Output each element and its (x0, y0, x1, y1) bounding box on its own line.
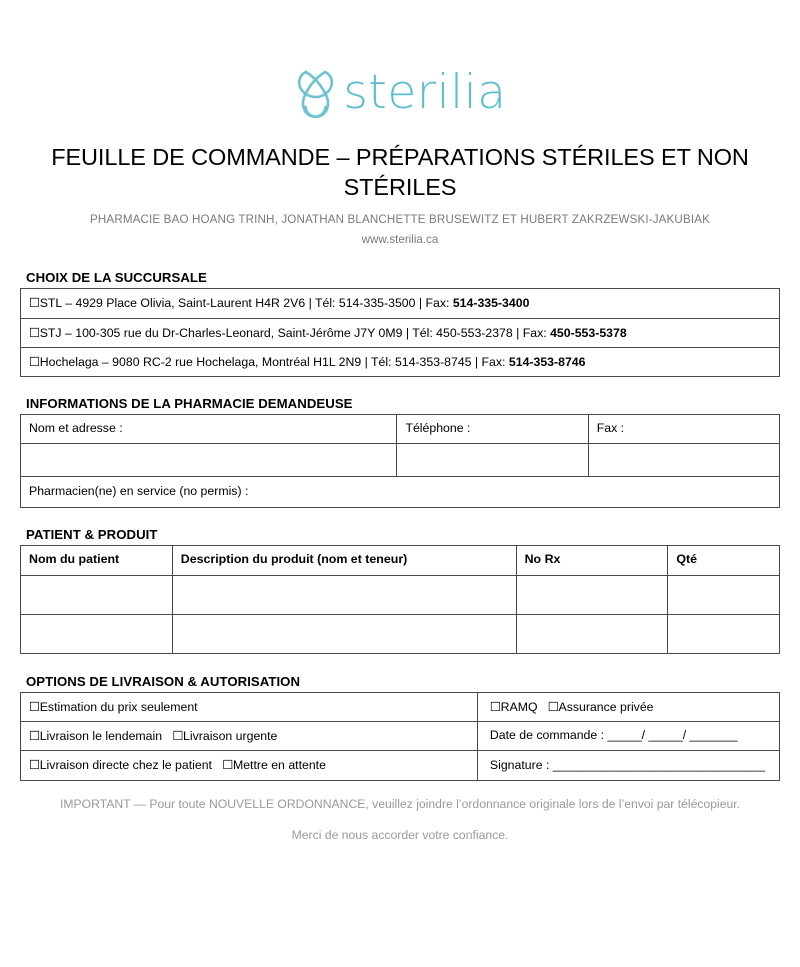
column-header-product-description: Description du produit (nom et teneur) (172, 545, 516, 575)
branch-option-stl[interactable] (21, 289, 780, 318)
option-label-urgent-delivery: Livraison urgente (183, 728, 278, 743)
pharmacists-subtitle: PHARMACIE BAO HOANG TRINH, JONATHAN BLANCHETTE BRUSEWITZ ET HUBERT ZAKRZEWSKI-JAKUBIAK (90, 213, 710, 227)
cell-rx-number[interactable] (516, 614, 668, 653)
column-header-patient-name: Nom du patient (21, 545, 173, 575)
branch-option-hochelaga[interactable] (21, 347, 780, 376)
table-row[interactable] (21, 476, 780, 507)
branch-option-stj[interactable] (21, 318, 780, 347)
table-row (21, 692, 780, 721)
option-label-private-insurance: Assurance privée (558, 699, 654, 714)
signature-label: Signature : (489, 757, 553, 772)
column-header-rx-number: No Rx (516, 545, 668, 575)
signature-blank[interactable]: _______________________________ (552, 757, 765, 772)
table-row[interactable] (21, 289, 780, 318)
page-title: FEUILLE DE COMMANDE – PRÉPARATIONS STÉRILES ET NON STÉRILES (51, 144, 749, 201)
cell-product-description[interactable] (172, 575, 516, 614)
order-date-blanks[interactable]: _____/ _____/ _______ (607, 728, 738, 743)
delivery-destination-options (21, 751, 478, 780)
checkbox-icon[interactable]: ☐ (29, 757, 40, 773)
option-hold[interactable] (222, 758, 326, 772)
table-row (21, 751, 780, 780)
branch-label-stj: STJ – 100-305 rue du Dr-Charles-Leonard, Saint-Jérôme J7Y 0M9 | Tél: 450-553-2378 | Fax: (39, 325, 551, 340)
order-date-label: Date de commande : (489, 728, 608, 743)
option-next-day-delivery[interactable] (29, 729, 162, 743)
branch-label-stl: STL – 4929 Place Olivia, Saint-Laurent H4R 2V6 | Tél: 514-335-3500 | Fax: (39, 296, 453, 311)
brand-wordmark: sterilia (343, 64, 507, 120)
brand-logo (20, 0, 780, 126)
cell-patient-name[interactable] (21, 614, 173, 653)
checkbox-icon[interactable]: ☐ (547, 698, 559, 714)
label-name-address: Nom et adresse : (21, 415, 397, 443)
branch-label-hochelaga: Hochelaga – 9080 RC-2 rue Hochelaga, Montréal H1L 2N9 | Tél: 514-353-8745 | Fax: (39, 354, 509, 369)
branch-fax-hochelaga: 514-353-8746 (508, 354, 586, 369)
patient-section-heading: PATIENT & PRODUIT (26, 526, 158, 542)
option-direct-patient-delivery[interactable] (29, 758, 212, 772)
branch-fax-stl: 514-335-3400 (452, 296, 530, 311)
table-row (21, 721, 780, 750)
table-row[interactable] (21, 443, 780, 476)
input-name-address[interactable] (21, 443, 397, 476)
checkbox-icon[interactable]: ☐ (29, 353, 40, 369)
option-ramq[interactable] (490, 700, 538, 714)
cell-product-description[interactable] (172, 614, 516, 653)
input-pharmacist-on-duty[interactable]: Pharmacien(ne) en service (no permis) : (21, 476, 780, 507)
checkbox-icon[interactable]: ☐ (29, 727, 40, 743)
table-row (21, 415, 780, 443)
option-label-hold: Mettre en attente (232, 758, 326, 773)
footer-thanks-note: Merci de nous accorder votre confiance. (291, 827, 509, 842)
table-row[interactable] (21, 614, 780, 653)
coverage-options (477, 692, 779, 721)
table-row[interactable] (21, 347, 780, 376)
option-label-ramq: RAMQ (500, 699, 538, 714)
footer-important-note: IMPORTANT — Pour toute NOUVELLE ORDONNANCE, veuillez joindre l’ordonnance originale lors de l’envoi par télécopieur. (59, 796, 741, 811)
option-price-estimate[interactable] (21, 692, 478, 721)
branch-section-heading: CHOIX DE LA SUCCURSALE (26, 270, 207, 286)
cell-quantity[interactable] (668, 575, 780, 614)
option-label-direct-patient-delivery: Livraison directe chez le patient (39, 758, 212, 773)
table-header-row (21, 545, 780, 575)
cell-quantity[interactable] (668, 614, 780, 653)
cell-rx-number[interactable] (516, 575, 668, 614)
pharmacy-section-heading: INFORMATIONS DE LA PHARMACIE DEMANDEUSE (26, 396, 353, 412)
option-private-insurance[interactable] (548, 700, 654, 714)
label-phone: Téléphone : (397, 415, 588, 443)
checkbox-icon[interactable]: ☐ (29, 324, 40, 340)
checkbox-icon[interactable]: ☐ (489, 698, 501, 714)
label-fax: Fax : (588, 415, 779, 443)
pharmacy-info-table (20, 414, 780, 507)
input-fax[interactable] (588, 443, 779, 476)
order-date-field[interactable] (477, 721, 779, 750)
patient-product-table (20, 545, 780, 654)
cell-patient-name[interactable] (21, 575, 173, 614)
checkbox-icon[interactable]: ☐ (172, 727, 184, 743)
table-row[interactable] (21, 575, 780, 614)
branch-selection-table (20, 288, 780, 377)
checkbox-icon[interactable]: ☐ (29, 295, 40, 311)
helix-logo-icon (293, 66, 339, 122)
option-label-next-day-delivery: Livraison le lendemain (39, 728, 163, 743)
option-label-price-estimate: Estimation du prix seulement (39, 699, 198, 714)
option-urgent-delivery[interactable] (172, 729, 277, 743)
column-header-quantity: Qté (668, 545, 780, 575)
branch-fax-stj: 450-553-5378 (550, 325, 627, 340)
options-section-heading: OPTIONS DE LIVRAISON & AUTORISATION (26, 673, 301, 689)
table-row[interactable] (21, 318, 780, 347)
input-phone[interactable] (397, 443, 588, 476)
checkbox-icon[interactable]: ☐ (222, 757, 233, 773)
signature-field[interactable] (477, 751, 779, 780)
checkbox-icon[interactable]: ☐ (29, 698, 40, 714)
delivery-options-table (20, 692, 780, 781)
delivery-speed-options (21, 721, 478, 750)
footer-notes (20, 797, 780, 844)
website-text: www.sterilia.ca (361, 233, 439, 247)
